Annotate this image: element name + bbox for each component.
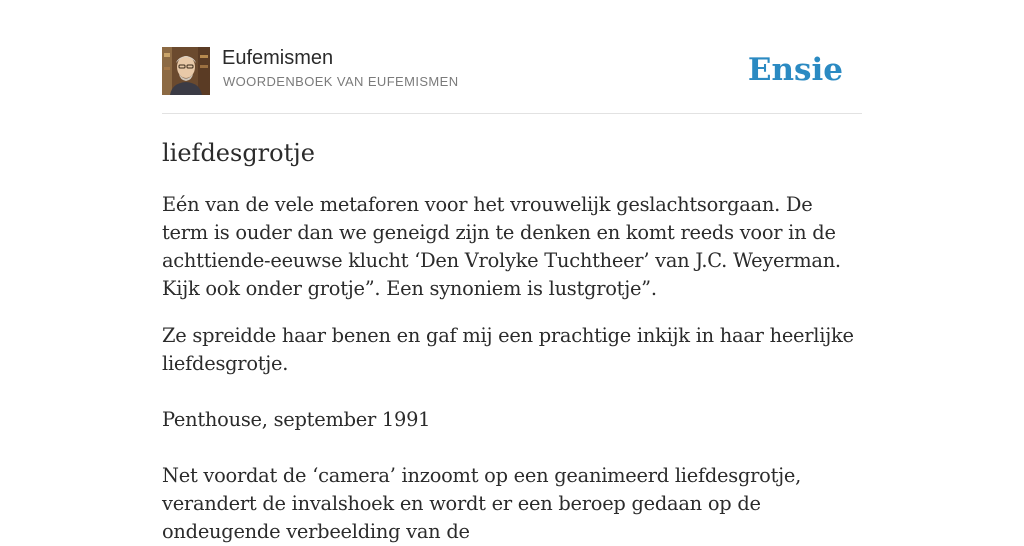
header — [162, 46, 862, 96]
site-name[interactable]: Eufemismen — [222, 47, 334, 69]
entry-content — [162, 137, 862, 546]
entry-source: Penthouse, september 1991 — [162, 408, 431, 431]
ensie-logo-link[interactable]: Ensie — [747, 52, 843, 88]
entry-example-2: Net voordat de ‘camera’ inzoomt op een geanimeerd liefdesgrotje, verandert de invalshoek en wordt er een beroep gedaan op de ondeugende verbeelding van de — [162, 464, 802, 543]
portrait-avatar-icon — [162, 47, 210, 95]
entry-example: Ze spreidde haar benen en gaf mij een prachtige inkijk in haar heerlijke liefdesgrotje. — [162, 324, 854, 375]
entry-definition: Eén van de vele metaforen voor het vrouwelijk geslachtsorgaan. De term is ouder dan we geneigd zijn te denken en komt reeds voor in de achttiende-eeuwse klucht ‘Den Vrolyke Tuchtheer’ van J.C. Weyerman. Kijk ook onder grotje”. Een synoniem is lustgrotje”. — [162, 193, 841, 300]
site-subtitle: WOORDENBOEK VAN EUFEMISMEN — [223, 74, 459, 89]
entry-title: liefdesgrotje — [162, 139, 315, 167]
header-divider — [162, 113, 862, 114]
avatar[interactable] — [162, 47, 210, 95]
